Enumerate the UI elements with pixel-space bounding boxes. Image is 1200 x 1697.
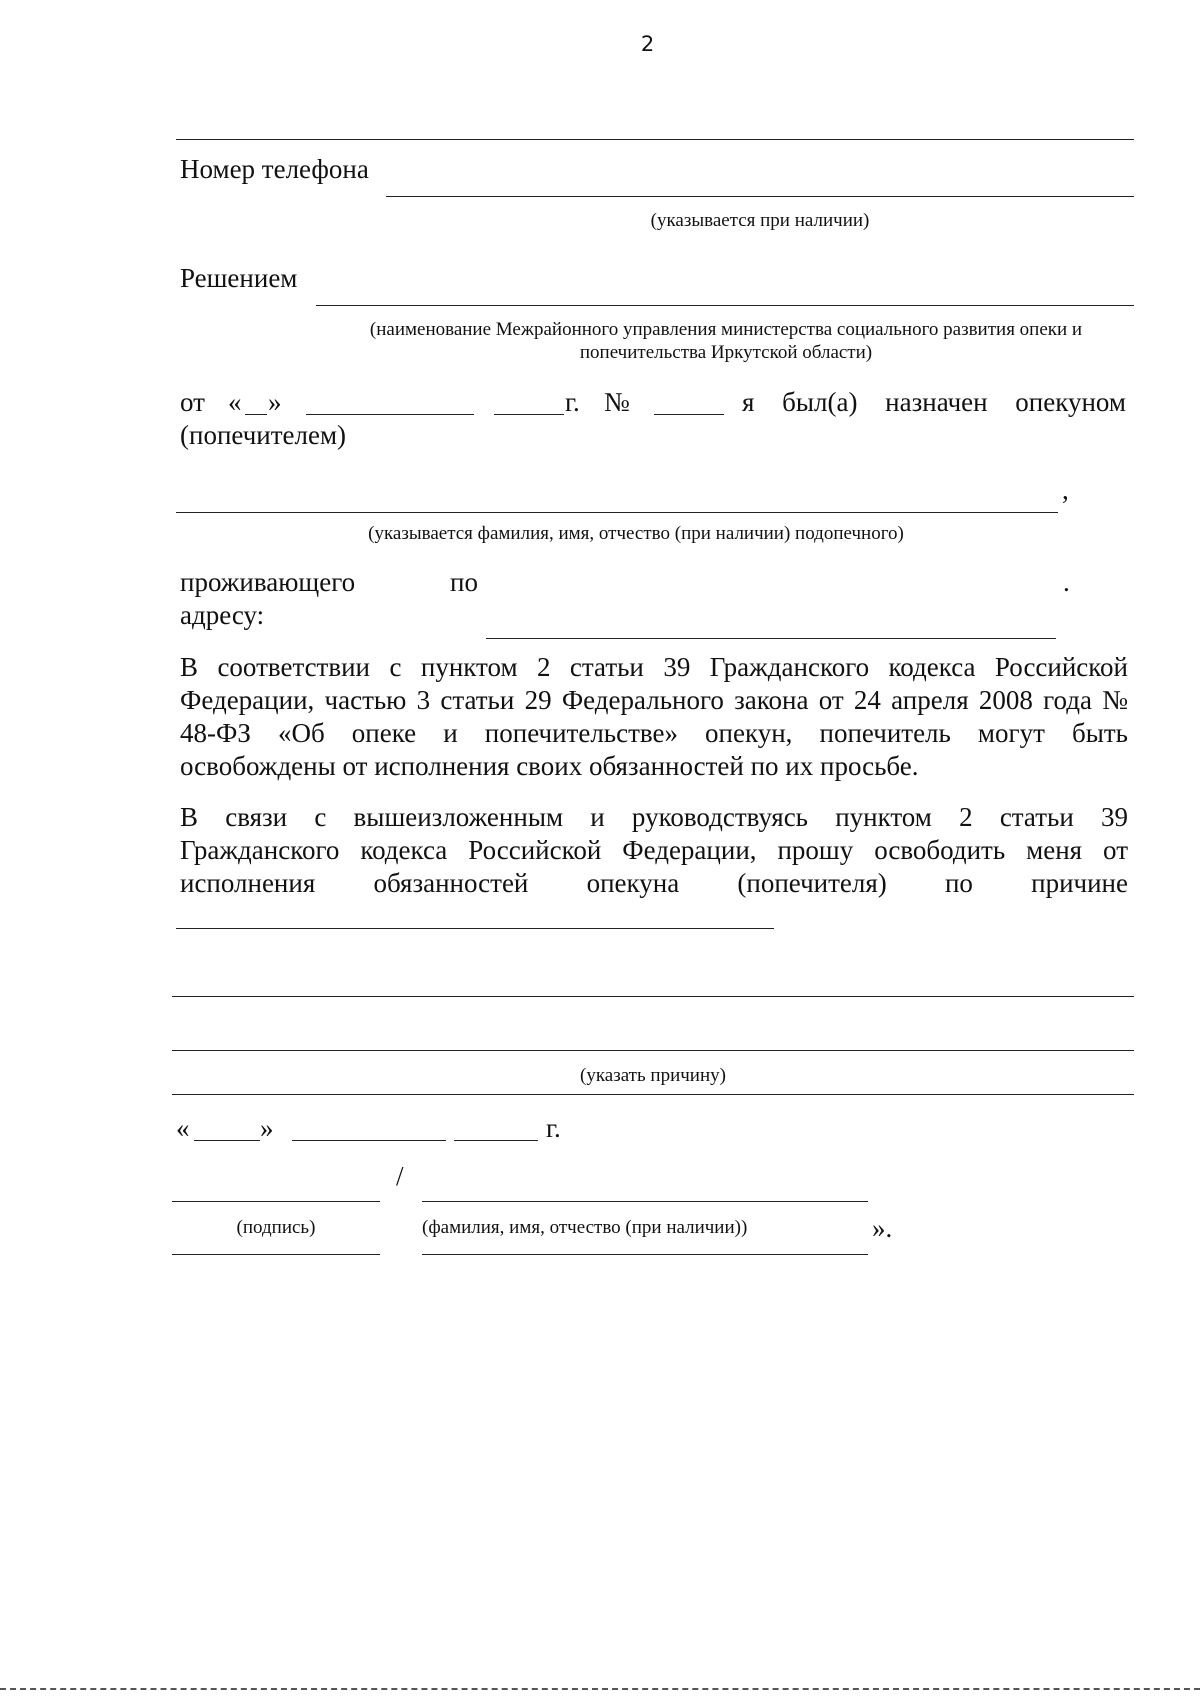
phone-label: Номер телефона	[180, 154, 369, 184]
phone-caption: (указывается при наличии)	[650, 210, 870, 231]
year-mark: г.	[565, 387, 580, 417]
ward-name-caption: (указывается фамилия, имя, отчество (при наличии) подопечного)	[368, 523, 904, 544]
by-word: по	[450, 567, 478, 597]
signature-underline-bottom	[172, 1254, 380, 1255]
decision-field-line[interactable]	[316, 305, 1134, 306]
year-field-line[interactable]	[494, 414, 564, 415]
month-field-line[interactable]	[306, 414, 474, 415]
day-field-line[interactable]	[245, 414, 267, 415]
reason-field-line-3[interactable]	[172, 1050, 1134, 1051]
guardian-text: (попечителем)	[180, 420, 347, 450]
signature-slash: /	[396, 1161, 404, 1191]
decision-caption-line1: (наименование Межрайонного управления министерства социального развития опеки и	[369, 319, 1083, 340]
paragraph1-line4: освобождены от исполнения своих обязанностей по их просьбе.	[180, 751, 919, 781]
page-number: 2	[640, 32, 655, 56]
paragraph1-line3: 48-ФЗ «Об опеке и попечительстве» опекун, попечитель могут быть	[180, 718, 1128, 748]
address-period: .	[1063, 567, 1070, 597]
paragraph1-line1: В соответствии с пунктом 2 статьи 39 Гражданского кодекса Российской	[180, 652, 1128, 682]
reason-caption: (указать причину)	[580, 1065, 726, 1086]
sign-day-field-line[interactable]	[194, 1140, 260, 1141]
signature-caption: (подпись)	[236, 1217, 316, 1238]
phone-field-line[interactable]	[386, 196, 1134, 197]
paragraph1-line2: Федерации, частью 3 статьи 29 Федерального закона от 24 апреля 2008 года №	[180, 685, 1128, 715]
sign-date-quote-close: »	[260, 1113, 274, 1143]
sign-year-mark: г.	[546, 1113, 561, 1143]
reason-field-line-4[interactable]	[172, 1094, 1134, 1095]
reason-field-line-1[interactable]	[176, 928, 774, 929]
date-quote-close: »	[268, 387, 282, 417]
ward-comma: ,	[1062, 475, 1069, 505]
from-word: от	[180, 387, 205, 417]
decision-label: Решением	[180, 263, 298, 293]
signature-field-line[interactable]	[172, 1201, 380, 1202]
full-name-field-line[interactable]	[422, 1201, 868, 1202]
decision-number-field-line[interactable]	[654, 414, 724, 415]
top-divider	[176, 139, 1134, 140]
closing-quote: ».	[872, 1213, 893, 1243]
was-appointed-text: я был(а) назначен опекуном	[742, 387, 1126, 417]
scan-bottom-edge	[0, 1688, 1200, 1690]
decision-caption-line2: попечительства Иркутской области)	[579, 342, 873, 363]
number-mark: №	[604, 387, 630, 417]
living-word: проживающего	[180, 567, 356, 597]
reason-field-line-2[interactable]	[172, 996, 1134, 997]
address-word: адресу:	[180, 600, 265, 630]
date-quote-open: «	[228, 387, 242, 417]
full-name-underline-bottom	[422, 1254, 868, 1255]
ward-name-field-line[interactable]	[176, 512, 1058, 513]
paragraph2-line1: В связи с вышеизложенным и руководствуясь пунктом 2 статьи 39	[180, 802, 1128, 832]
sign-year-field-line[interactable]	[454, 1140, 538, 1141]
paragraph2-line3: исполнения обязанностей опекуна (попечителя) по причине	[180, 868, 1128, 898]
sign-month-field-line[interactable]	[292, 1140, 446, 1141]
full-name-caption: (фамилия, имя, отчество (при наличии))	[422, 1217, 748, 1238]
address-field-line[interactable]	[486, 638, 1056, 639]
sign-date-quote-open: «	[176, 1113, 190, 1143]
paragraph2-line2: Гражданского кодекса Российской Федерации, прошу освободить меня от	[180, 835, 1128, 865]
